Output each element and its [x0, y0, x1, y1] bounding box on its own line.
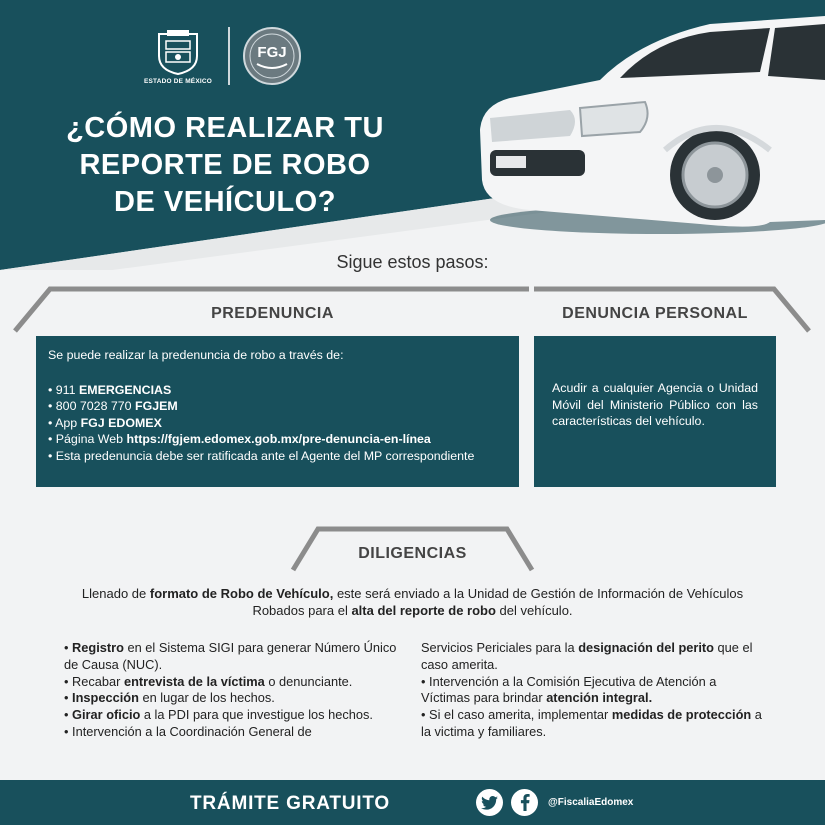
denuncia-personal-text: Acudir a cualquier Agencia o Unidad Móvil del Ministerio Público con las características del vehículo.	[552, 381, 758, 428]
list-item: • Intervención a la Coordinación General de	[64, 723, 312, 739]
twitter-icon[interactable]	[476, 789, 503, 816]
edomex-shield-icon	[155, 28, 201, 76]
logos	[140, 26, 302, 86]
predenuncia-intro: Se puede realizar la predenuncia de robo a través de:	[48, 348, 344, 362]
page-title	[40, 110, 410, 221]
edomex-logo	[140, 28, 216, 85]
diligencias-right-column	[421, 640, 766, 741]
list-item: • Inspección en lugar de los hechos.	[64, 690, 275, 706]
subtitle: Sigue estos pasos:	[336, 252, 489, 272]
edomex-caption: ESTADO DE MÉXICO	[143, 77, 213, 85]
title-line-3: DE VEHÍCULO?	[114, 186, 336, 218]
diligencias-left-column	[64, 640, 409, 741]
fgj-logo	[242, 26, 302, 86]
social-links	[476, 789, 633, 816]
diligencias-title: DILIGENCIAS	[358, 545, 467, 562]
denuncia-personal-title: DENUNCIA PERSONAL	[562, 305, 748, 322]
list-item: • Recabar entrevista de la víctima o denunciante.	[64, 673, 353, 689]
fgj-logo-text: FGJ	[256, 44, 287, 61]
car-illustration	[470, 10, 825, 235]
predenuncia-item: • App FGJ EDOMEX	[48, 415, 162, 430]
list-item: • Girar oficio a la PDI para que investigue los hechos.	[64, 707, 373, 723]
predenuncia-item: • Página Web https://fgjem.edomex.gob.mx/pre-denuncia-en-línea	[48, 432, 431, 446]
footer	[0, 780, 825, 825]
logo-divider	[228, 27, 230, 85]
predenuncia-item: • 911 EMERGENCIAS	[48, 382, 172, 397]
predenuncia-item: • 800 7028 770 FGJEM	[48, 399, 178, 413]
predenuncia-box	[36, 336, 519, 487]
title-line-1: ¿CÓMO REALIZAR TU	[66, 112, 384, 144]
predenuncia-item: • Esta predenuncia debe ser ratificada ante el Agente del MP correspondiente	[48, 448, 475, 463]
list-item: Servicios Periciales para la designación del perito que el caso amerita.	[421, 640, 753, 672]
denuncia-personal-box	[534, 336, 776, 487]
predenuncia-title: PREDENUNCIA	[211, 305, 334, 322]
predenuncia-url[interactable]: https://fgjem.edomex.gob.mx/pre-denuncia-en-línea	[126, 432, 431, 446]
list-item: • Intervención a la Comisión Ejecutiva de Atención a Víctimas para brindar atención integral.	[421, 673, 717, 706]
footer-text: TRÁMITE GRATUITO	[190, 793, 390, 814]
list-item: • Si el caso amerita, implementar medidas de protección a la victima y familiares.	[421, 707, 762, 739]
facebook-icon[interactable]	[511, 789, 538, 816]
diligencias-intro: Llenado de formato de Robo de Vehículo, este será enviado a la Unidad de Gestión de Información de Vehículos Robados para el alta del reporte de robo del vehículo.	[81, 586, 744, 618]
title-line-2: REPORTE DE ROBO	[79, 149, 371, 181]
social-handle[interactable]: @FiscaliaEdomex	[548, 797, 634, 808]
list-item: • Registro en el Sistema SIGI para generar Número Único de Causa (NUC).	[64, 640, 397, 672]
